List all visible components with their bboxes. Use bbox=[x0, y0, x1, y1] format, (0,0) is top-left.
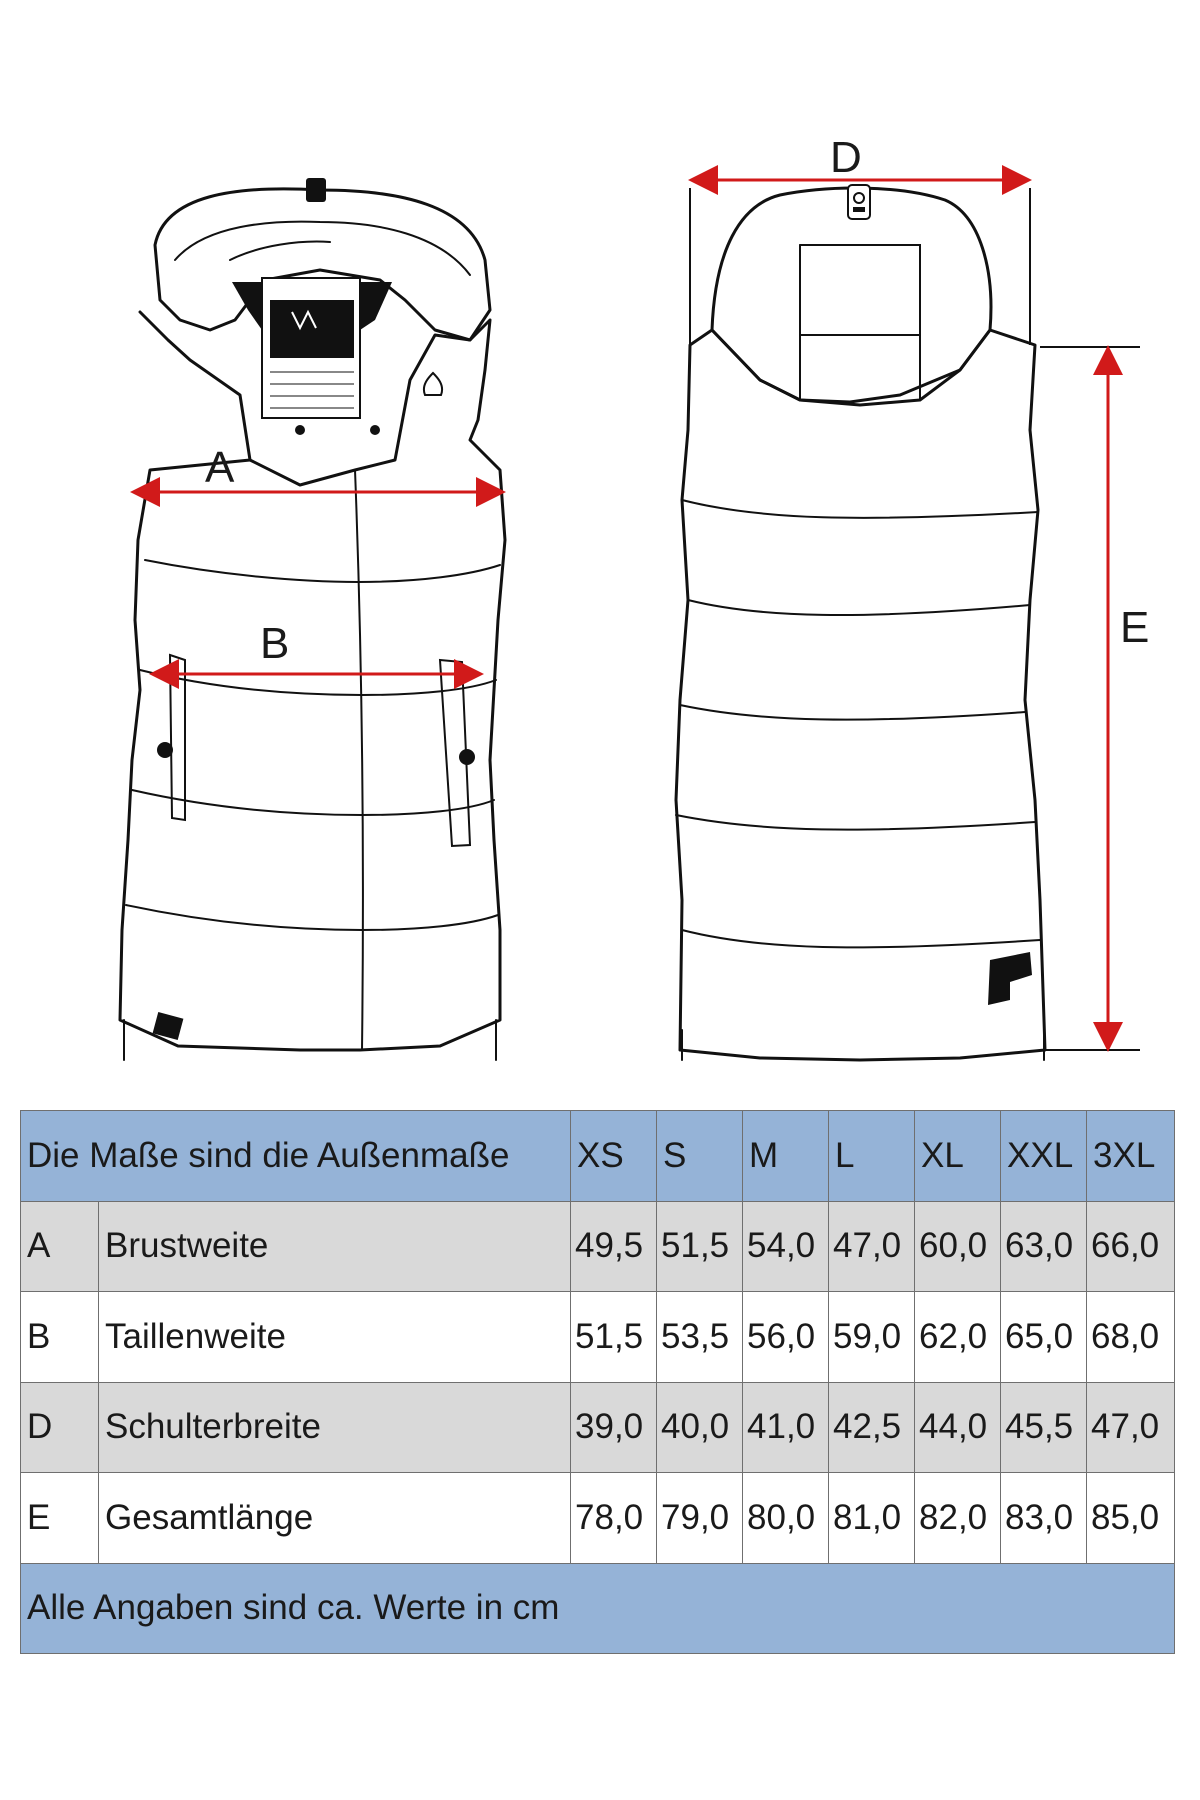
size-header: XL bbox=[915, 1111, 1001, 1202]
size-value: 66,0 bbox=[1087, 1201, 1175, 1292]
row-name: Taillenweite bbox=[99, 1292, 571, 1383]
dimension-b bbox=[155, 619, 478, 674]
table-row bbox=[21, 1201, 1175, 1292]
label-d: D bbox=[830, 133, 862, 182]
size-value: 62,0 bbox=[915, 1292, 1001, 1383]
label-a: A bbox=[205, 443, 235, 492]
size-value: 80,0 bbox=[743, 1473, 829, 1564]
label-b: B bbox=[260, 619, 290, 668]
size-value: 49,5 bbox=[571, 1201, 657, 1292]
size-value: 40,0 bbox=[657, 1382, 743, 1473]
row-code: B bbox=[21, 1292, 99, 1383]
size-value: 83,0 bbox=[1001, 1473, 1087, 1564]
size-header: L bbox=[829, 1111, 915, 1202]
size-header: M bbox=[743, 1111, 829, 1202]
dimension-a bbox=[136, 443, 500, 492]
front-vest-drawing bbox=[120, 178, 505, 1060]
size-value: 54,0 bbox=[743, 1201, 829, 1292]
size-value: 60,0 bbox=[915, 1201, 1001, 1292]
table-row bbox=[21, 1292, 1175, 1383]
size-value: 79,0 bbox=[657, 1473, 743, 1564]
row-code: A bbox=[21, 1201, 99, 1292]
size-value: 41,0 bbox=[743, 1382, 829, 1473]
size-value: 59,0 bbox=[829, 1292, 915, 1383]
header-caption: Die Maße sind die Außenmaße bbox=[21, 1111, 571, 1202]
size-header: 3XL bbox=[1087, 1111, 1175, 1202]
dimension-e bbox=[1040, 347, 1149, 1050]
size-value: 53,5 bbox=[657, 1292, 743, 1383]
size-value: 44,0 bbox=[915, 1382, 1001, 1473]
size-value: 63,0 bbox=[1001, 1201, 1087, 1292]
row-name: Gesamtlänge bbox=[99, 1473, 571, 1564]
size-value: 51,5 bbox=[571, 1292, 657, 1383]
size-value: 85,0 bbox=[1087, 1473, 1175, 1564]
size-table bbox=[20, 1110, 1175, 1654]
size-value: 65,0 bbox=[1001, 1292, 1087, 1383]
size-value: 51,5 bbox=[657, 1201, 743, 1292]
footer-note: Alle Angaben sind ca. Werte in cm bbox=[21, 1563, 1175, 1654]
size-header: XXL bbox=[1001, 1111, 1087, 1202]
size-value: 82,0 bbox=[915, 1473, 1001, 1564]
back-vest-drawing bbox=[676, 185, 1045, 1060]
size-value: 81,0 bbox=[829, 1473, 915, 1564]
row-name: Schulterbreite bbox=[99, 1382, 571, 1473]
label-e: E bbox=[1120, 603, 1150, 652]
row-code: D bbox=[21, 1382, 99, 1473]
row-code: E bbox=[21, 1473, 99, 1564]
size-value: 47,0 bbox=[829, 1201, 915, 1292]
size-value: 42,5 bbox=[829, 1382, 915, 1473]
size-value: 78,0 bbox=[571, 1473, 657, 1564]
size-value: 47,0 bbox=[1087, 1382, 1175, 1473]
table-footer-row bbox=[21, 1563, 1175, 1654]
table-header-row bbox=[21, 1111, 1175, 1202]
table-row bbox=[21, 1382, 1175, 1473]
size-header: XS bbox=[571, 1111, 657, 1202]
row-name: Brustweite bbox=[99, 1201, 571, 1292]
size-value: 56,0 bbox=[743, 1292, 829, 1383]
size-value: 68,0 bbox=[1087, 1292, 1175, 1383]
size-header: S bbox=[657, 1111, 743, 1202]
table-row bbox=[21, 1473, 1175, 1564]
size-value: 39,0 bbox=[571, 1382, 657, 1473]
size-value: 45,5 bbox=[1001, 1382, 1087, 1473]
